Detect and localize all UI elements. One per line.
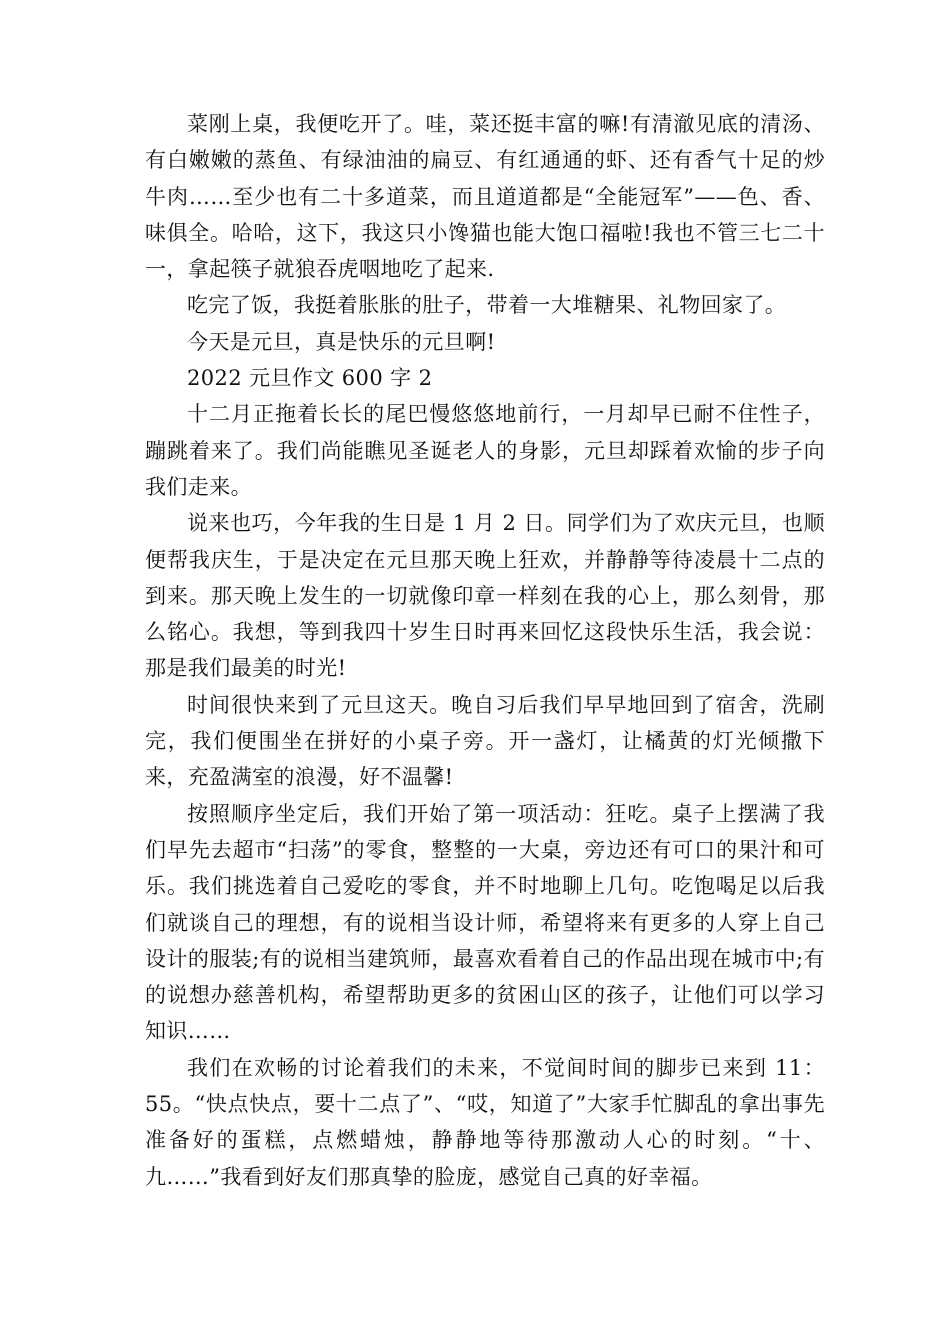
paragraph-after-dinner: 吃完了饭，我挺着胀胀的肚子，带着一大堆糖果、礼物回家了。 [187, 293, 787, 318]
paragraph-dinner: 菜刚上桌，我便吃开了。哇，菜还挺丰富的嘛!有清澈见底的清汤、有白嫩嫩的蒸鱼、有绿油油的扁豆、有红通通的虾、还有香气十足的炒牛肉……至少也有二十多道菜，而且道道都是“全能冠军”——色、香、味俱全。哈哈，这下，我这只小馋猫也能大饱口福啦!我也不管三七二十一，拿起筷子就狼吞虎咽地吃了起来. [145, 112, 825, 282]
paragraph-happy-new-year: 今天是元旦，真是快乐的元旦啊! [187, 329, 496, 354]
paragraph-snacks-dreams: 按照顺序坐定后，我们开始了第一项活动：狂吃。桌子上摆满了我们早先去超市“扫荡”的零食，整整的一大桌，旁边还有可口的果汁和可乐。我们挑选着自己爱吃的零食，并不时地聊上几句。吃饱喝足以后我们就谈自己的理想，有的说相当设计师，希望将来有更多的人穿上自己设计的服装;有的说相当建筑师，最喜欢看着自己的作品出现在城市中;有的说想办慈善机构，希望帮助更多的贫困山区的孩子，让他们可以学习知识…… [145, 801, 825, 1044]
paragraph-countdown: 我们在欢畅的讨论着我们的未来，不觉间时间的脚步已来到 11：55。“快点快点，要十二点了”、“哎，知道了”大家手忙脚乱的拿出事先准备好的蛋糕，点燃蜡烛，静静地等待那激动人心的时刻。“十、九……”我看到好友们那真挚的脸庞，感觉自己真的好幸福。 [145, 1055, 825, 1189]
document-page [145, 106, 825, 1195]
paragraph-december: 十二月正拖着长长的尾巴慢悠悠地前行，一月却早已耐不住性子，蹦跳着来了。我们尚能瞧见圣诞老人的身影，元旦却踩着欢愉的步子向我们走来。 [145, 402, 825, 499]
paragraph-birthday: 说来也巧，今年我的生日是 1 月 2 日。同学们为了欢庆元旦，也顺便帮我庆生，于是决定在元旦那天晚上狂欢，并静静等待凌晨十二点的到来。那天晚上发生的一切就像印章一样刻在我的心上，那么刻骨，那么铭心。我想，等到我四十岁生日时再来回忆这段快乐生活，我会说：那是我们最美的时光! [145, 511, 825, 681]
essay-title: 2022 元旦作文 600 字 2 [187, 366, 433, 391]
paragraph-dorm: 时间很快来到了元旦这天。晚自习后我们早早地回到了宿舍，洗刷完，我们便围坐在拼好的小桌子旁。开一盏灯，让橘黄的灯光倾撒下来，充盈满室的浪漫，好不温馨! [145, 692, 825, 790]
